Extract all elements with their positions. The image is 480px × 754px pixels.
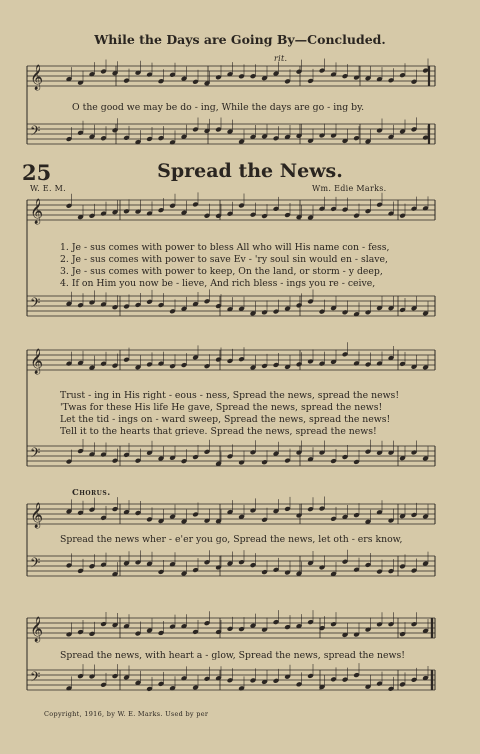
music-credit: Wm. Edie Marks. bbox=[312, 184, 387, 193]
words-credit: W. E. M. bbox=[30, 184, 66, 193]
verse-1-line-b: Trust - ing in His right - eous - ness, Spread the news, spread the news! bbox=[60, 390, 400, 401]
system-0-bass-clef-icon: 𝄢 bbox=[30, 123, 41, 142]
system-2-bass-clef-icon: 𝄢 bbox=[30, 445, 41, 464]
copyright-notice: Copyright, 1916, by W. E. Marks. Used by per bbox=[44, 710, 209, 718]
chorus-line-1: Spread the news wher - e'er you go, Spread the news, let oth - ers know, bbox=[60, 534, 403, 545]
chorus-label: Chorus. bbox=[72, 488, 111, 498]
tempo-mark-rit: rit. bbox=[274, 54, 288, 63]
system-1-bass-clef-icon: 𝄢 bbox=[30, 295, 41, 314]
continuation-title: While the Days are Going By—Concluded. bbox=[94, 32, 386, 47]
verse-1-line-a: 1. Je - sus comes with power to bless All who will His name con - fess, bbox=[60, 242, 390, 253]
chorus-line-2: Spread the news, with heart a - glow, Spread the news, spread the news! bbox=[60, 650, 405, 661]
top-system-lyric: O the good we may be do - ing, While the days are go - ing by. bbox=[72, 102, 365, 113]
system-2-treble-clef-icon: 𝄞 bbox=[30, 349, 44, 374]
system-3-treble-clef-icon: 𝄞 bbox=[30, 503, 44, 528]
verse-3-line-a: 3. Je - sus comes with power to keep, On the land, or storm - y deep, bbox=[60, 266, 383, 277]
hymn-number: 25 bbox=[22, 160, 52, 185]
verse-3-line-b: Let the tid - ings on - ward sweep, Spread the news, spread the news! bbox=[60, 414, 391, 425]
system-3-bass-clef-icon: 𝄢 bbox=[30, 555, 41, 574]
verse-4-line-a: 4. If on Him you now be - lieve, And rich bless - ings you re - ceive, bbox=[60, 278, 376, 289]
system-4-bass-clef-icon: 𝄢 bbox=[30, 669, 41, 688]
verse-4-line-b: Tell it to the hearts that grieve. Spread the news, spread the news! bbox=[60, 426, 377, 437]
system-1-treble-clef-icon: 𝄞 bbox=[30, 199, 44, 224]
verse-2-line-b: 'Twas for these His life He gave, Spread the news, spread the news! bbox=[60, 402, 383, 413]
hymn-title: Spread the News. bbox=[157, 160, 343, 182]
system-0-treble-clef-icon: 𝄞 bbox=[30, 65, 44, 90]
system-4-treble-clef-icon: 𝄞 bbox=[30, 617, 44, 642]
verse-2-line-a: 2. Je - sus comes with power to save Ev - 'ry soul sin would en - slave, bbox=[60, 254, 388, 265]
